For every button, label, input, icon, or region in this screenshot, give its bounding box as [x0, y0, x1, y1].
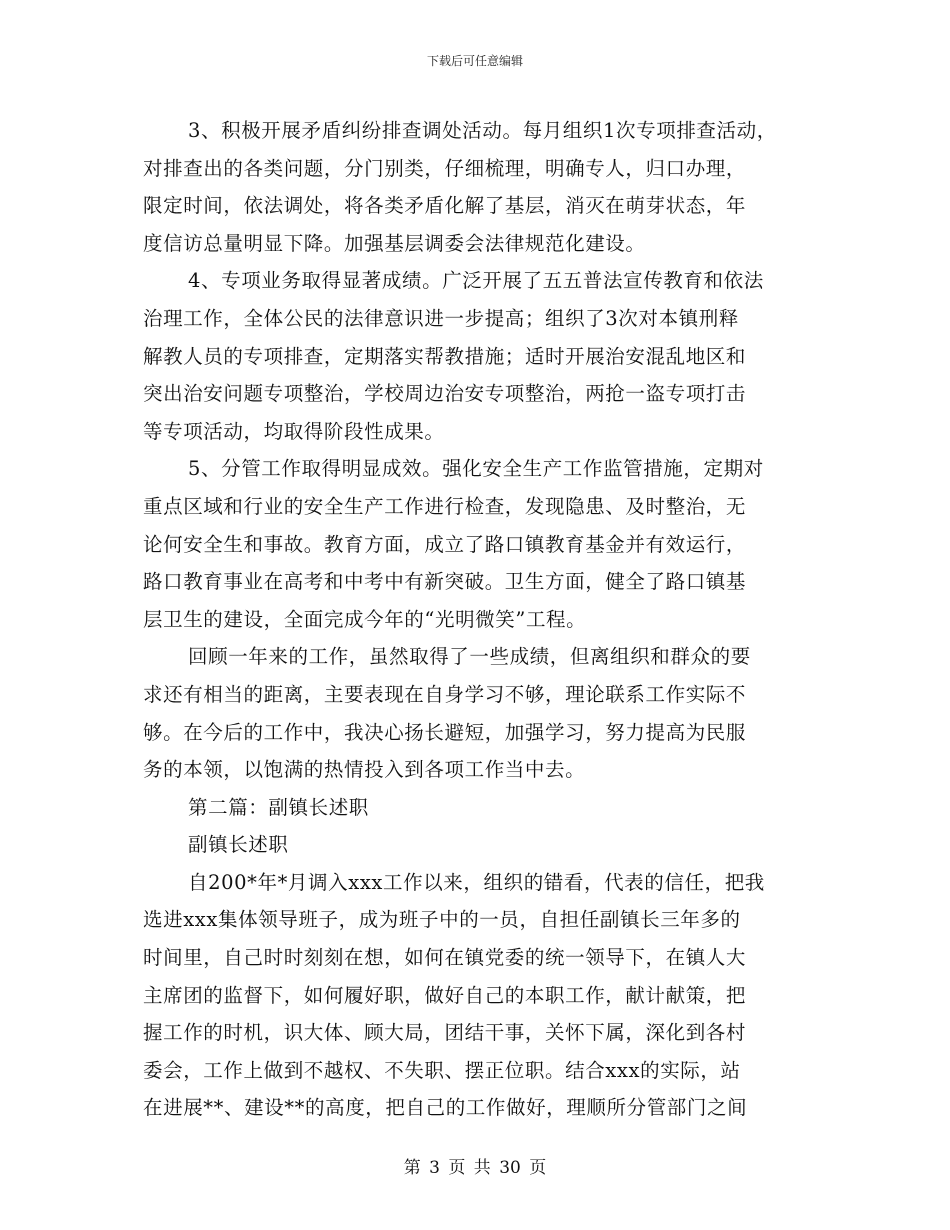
text-line: 在进展**、建设**的高度，把自己的工作做好，理顺所分管部门之间	[143, 1096, 748, 1120]
text-line: 3、积极开展矛盾纠纷排查调处活动。每月组织1次专项排查活动，	[188, 119, 777, 142]
text-line: 4、专项业务取得显著成绩。广泛开展了五五普法宣传教育和依法	[188, 269, 764, 293]
text-line: 求还有相当的距离，主要表现在自身学习不够，理论联系工作实际不	[143, 682, 747, 706]
text-line: 委会，工作上做到不越权、不失职、摆正位职。结合xxx的实际，站	[143, 1058, 741, 1082]
text-line: 握工作的时机，识大体、顾大局，团结干事，关怀下属，深化到各村	[143, 1021, 747, 1045]
text-line: 突出治安问题专项整治，学校周边治安专项整治，两抢一盗专项打击	[143, 382, 747, 406]
text-line: 度信访总量明显下降。加强基层调委会法律规范化建设。	[143, 231, 646, 255]
text-line: 时间里，自己时时刻刻在想，如何在镇党委的统一领导下，在镇人大	[143, 946, 747, 970]
text-line: 论何安全生和事故。教育方面，成立了路口镇教育基金并有效运行，	[143, 532, 747, 556]
section-title: 副镇长述职	[188, 833, 289, 857]
text-line: 够。在今后的工作中，我决心扬长避短，加强学习，努力提高为民服	[143, 720, 747, 744]
text-line: 回顾一年来的工作，虽然取得了一些成绩，但离组织和群众的要	[188, 645, 751, 669]
text-line: 自200*年*月调入xxx工作以来，组织的错看，代表的信任，把我	[188, 870, 765, 894]
text-line: 务的本领，以饱满的热情投入到各项工作当中去。	[143, 758, 586, 782]
text-line: 5、分管工作取得明显成效。强化安全生产工作监管措施，定期对	[188, 457, 764, 481]
text-line: 解教人员的专项排查，定期落实帮教措施；适时开展治安混乱地区和	[143, 344, 747, 368]
text-line: 路口教育事业在高考和中考中有新突破。卫生方面，健全了路口镇基	[143, 570, 747, 594]
text-line: 限定时间，依法调处，将各类矛盾化解了基层，消灭在萌芽状态，年	[143, 194, 747, 218]
text-line: 主席团的监督下，如何履好职，做好自己的本职工作，献计献策，把	[143, 983, 747, 1007]
text-line: 重点区域和行业的安全生产工作进行检查，发现隐患、及时整治，无	[143, 494, 747, 518]
text-line: 等专项活动，均取得阶段性成果。	[143, 419, 445, 443]
page-number: 第 3 页 共 30 页	[403, 1158, 547, 1178]
document-body	[143, 112, 815, 1127]
page-header-note: 下载后可任意编辑	[426, 54, 523, 68]
text-line: 治理工作，全体公民的法律意识进一步提高；组织了3次对本镇刑释	[143, 306, 739, 330]
section-heading: 第二篇：副镇长述职	[188, 795, 369, 819]
text-line: 对排查出的各类问题，分门别类，仔细梳理，明确专人，归口办理，	[143, 156, 747, 180]
text-line: 选进xxx集体领导班子，成为班子中的一员，自担任副镇长三年多的	[143, 908, 741, 932]
text-line: 层卫生的建设，全面完成今年的“光明微笑”工程。	[143, 607, 587, 631]
